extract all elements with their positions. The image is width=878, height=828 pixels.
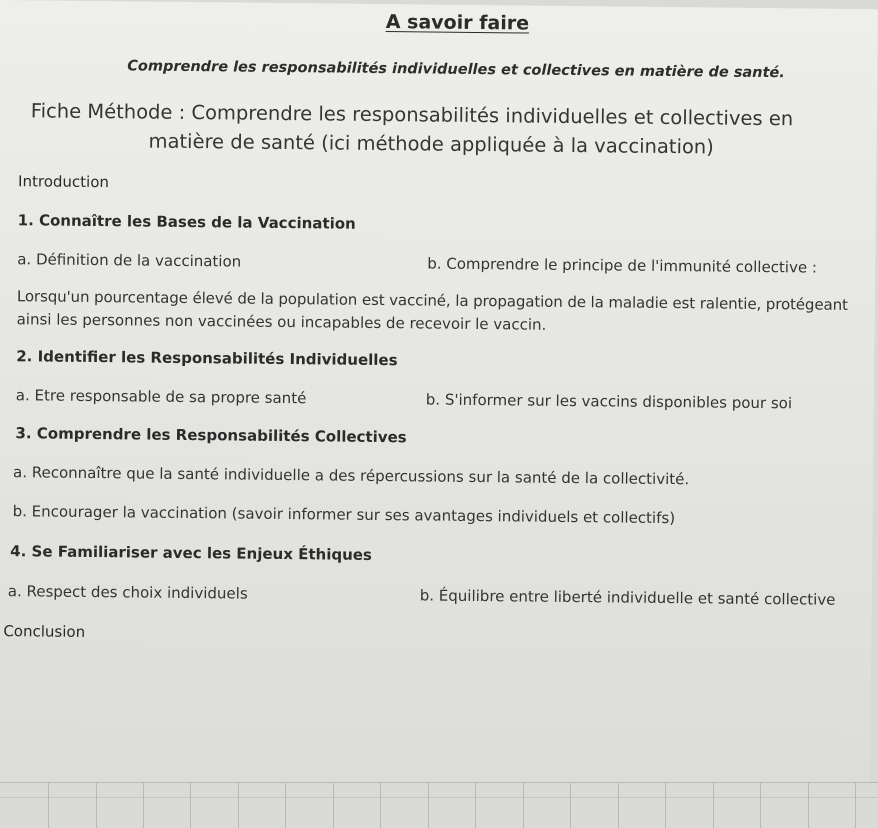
document-subtitle: Comprendre les responsabilités individuelles et collectives en matière de santé. [127, 58, 785, 82]
document-title: A savoir faire [385, 11, 530, 35]
grid-line [523, 783, 524, 828]
section-3-item-b: b. Encourager la vaccination (savoir informer sur ses avantages individuels et collectifs) [12, 502, 676, 528]
fiche-heading-line-2: matière de santé (ici méthode appliquée à la vaccination) [148, 129, 714, 159]
section-4-item-a: a. Respect des choix individuels [7, 582, 248, 603]
fiche-heading-line-1: Fiche Méthode : Comprendre les responsabilités individuelles et collectives en [30, 99, 794, 131]
grid-line [475, 783, 476, 828]
conclusion-label: Conclusion [3, 622, 86, 641]
grid-line [238, 783, 239, 828]
section-3-heading: 3. Comprendre les Responsabilités Collectives [15, 424, 407, 447]
grid-line [333, 783, 334, 828]
notebook-grid-background [0, 782, 878, 828]
grid-line [618, 783, 619, 828]
grid-line [428, 783, 429, 828]
section-1-heading: 1. Connaître les Bases de la Vaccination [17, 211, 356, 233]
section-2-heading: 2. Identifier les Responsabilités Individuelles [16, 347, 398, 370]
section-3-item-a: a. Reconnaître que la santé individuelle a des répercussions sur la santé de la collectivité. [12, 463, 690, 489]
section-2-item-a: a. Etre responsable de sa propre santé [15, 386, 307, 408]
grid-line [48, 783, 49, 828]
grid-line [570, 783, 571, 828]
introduction-label: Introduction [18, 172, 110, 192]
grid-line [760, 783, 761, 828]
section-4-heading: 4. Se Familiariser avec les Enjeux Éthiques [10, 542, 373, 564]
grid-line [665, 783, 666, 828]
grid-line [96, 783, 97, 828]
section-1-paragraph-line-1: Lorsqu'un pourcentage élevé de la population est vacciné, la propagation de la maladie est ralentie, protégeant [16, 287, 848, 314]
grid-line [380, 783, 381, 828]
notebook-rule [0, 797, 878, 798]
grid-line [855, 783, 856, 828]
grid-line [713, 783, 714, 828]
section-1-item-b: b. Comprendre le principe de l'immunité collective : [427, 254, 818, 277]
grid-line [808, 783, 809, 828]
section-1-paragraph-line-2: ainsi les personnes non vaccinées ou incapables de recevoir le vaccin. [16, 310, 547, 334]
section-1-item-a: a. Définition de la vaccination [17, 250, 242, 271]
grid-line [190, 783, 191, 828]
section-2-item-b: b. S'informer sur les vaccins disponibles pour soi [425, 390, 793, 413]
section-4-item-b: b. Équilibre entre liberté individuelle et santé collective [419, 586, 836, 609]
grid-line [285, 783, 286, 828]
grid-line [143, 783, 144, 828]
